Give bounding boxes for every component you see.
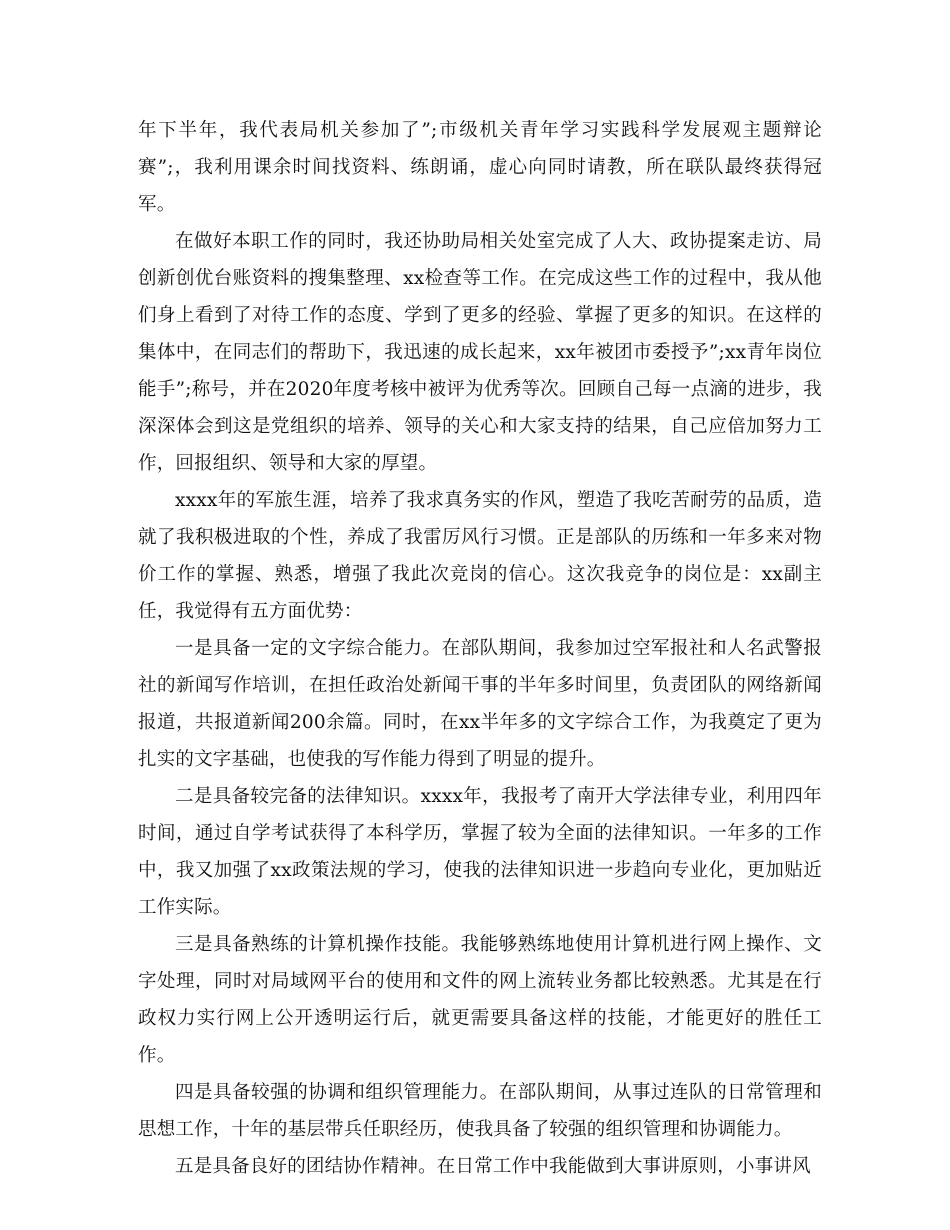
- paragraph-military-career: xxxx年的军旅生涯，培养了我求真务实的作风，塑造了我吃苦耐劳的品质，造就了我积极进取的个性，养成了我雷厉风行习惯。正是部队的历练和一年多来对物价工作的掌握、熟悉，增强了我此次竞岗的信心。这次我竞争的岗位是：xx副主任，我觉得有五方面优势：: [138, 490, 822, 622]
- paragraph-writing-ability: 一是具备一定的文字综合能力。在部队期间，我参加过空军报社和人名武警报社的新闻写作培训，在担任政治处新闻干事的半年多时间里，负责团队的网络新闻报道，共报道新闻200余篇。同时，在xx半年多的文字综合工作，为我奠定了更为扎实的文字基础，也使我的写作能力得到了明显的提升。: [138, 638, 822, 770]
- paragraph-debate-competition: 年下半年，我代表局机关参加了”;市级机关青年学习实践科学发展观主题辩论赛”;，我利用课余时间找资料、练朗诵，虚心向同时请教，所在联队最终获得冠军。: [138, 120, 822, 215]
- paragraph-teamwork: 五是具备良好的团结协作精神。在日常工作中我能做到大事讲原则，小事讲风: [175, 1156, 811, 1177]
- paragraph-assist-work: 在做好本职工作的同时，我还协助局相关处室完成了人大、政协提案走访、局创新创优台账资料的搜集整理、xx检查等工作。在完成这些工作的过程中，我从他们身上看到了对待工作的态度、学到了更多的经验、掌握了更多的知识。在这样的集体中，在同志们的帮助下，我迅速的成长起来，xx年被团市委授予”;xx青年岗位能手”;称号，并在2020年度考核中被评为优秀等次。回顾自己每一点滴的进步，我深深体会到这是党组织的培养、领导的关心和大家支持的结果，自己应倍加努力工作，回报组织、领导和大家的厚望。: [138, 231, 822, 474]
- document-page: [138, 112, 822, 1185]
- paragraph-computer-skills: 三是具备熟练的计算机操作技能。我能够熟练地使用计算机进行网上操作、文字处理，同时对局域网平台的使用和文件的网上流转业务都比较熟悉。尤其是在行政权力实行网上公开透明运行后，就更需要具备这样的技能，才能更好的胜任工作。: [138, 934, 822, 1066]
- paragraph-management-ability: 四是具备较强的协调和组织管理能力。在部队期间，从事过连队的日常管理和思想工作，十年的基层带兵任职经历，使我具备了较强的组织管理和协调能力。: [138, 1082, 822, 1140]
- paragraph-legal-knowledge: 二是具备较完备的法律知识。xxxx年，我报考了南开大学法律专业，利用四年时间，通过自学考试获得了本科学历，掌握了较为全面的法律知识。一年多的工作中，我又加强了xx政策法规的学习，使我的法律知识进一步趋向专业化，更加贴近工作实际。: [138, 786, 822, 918]
